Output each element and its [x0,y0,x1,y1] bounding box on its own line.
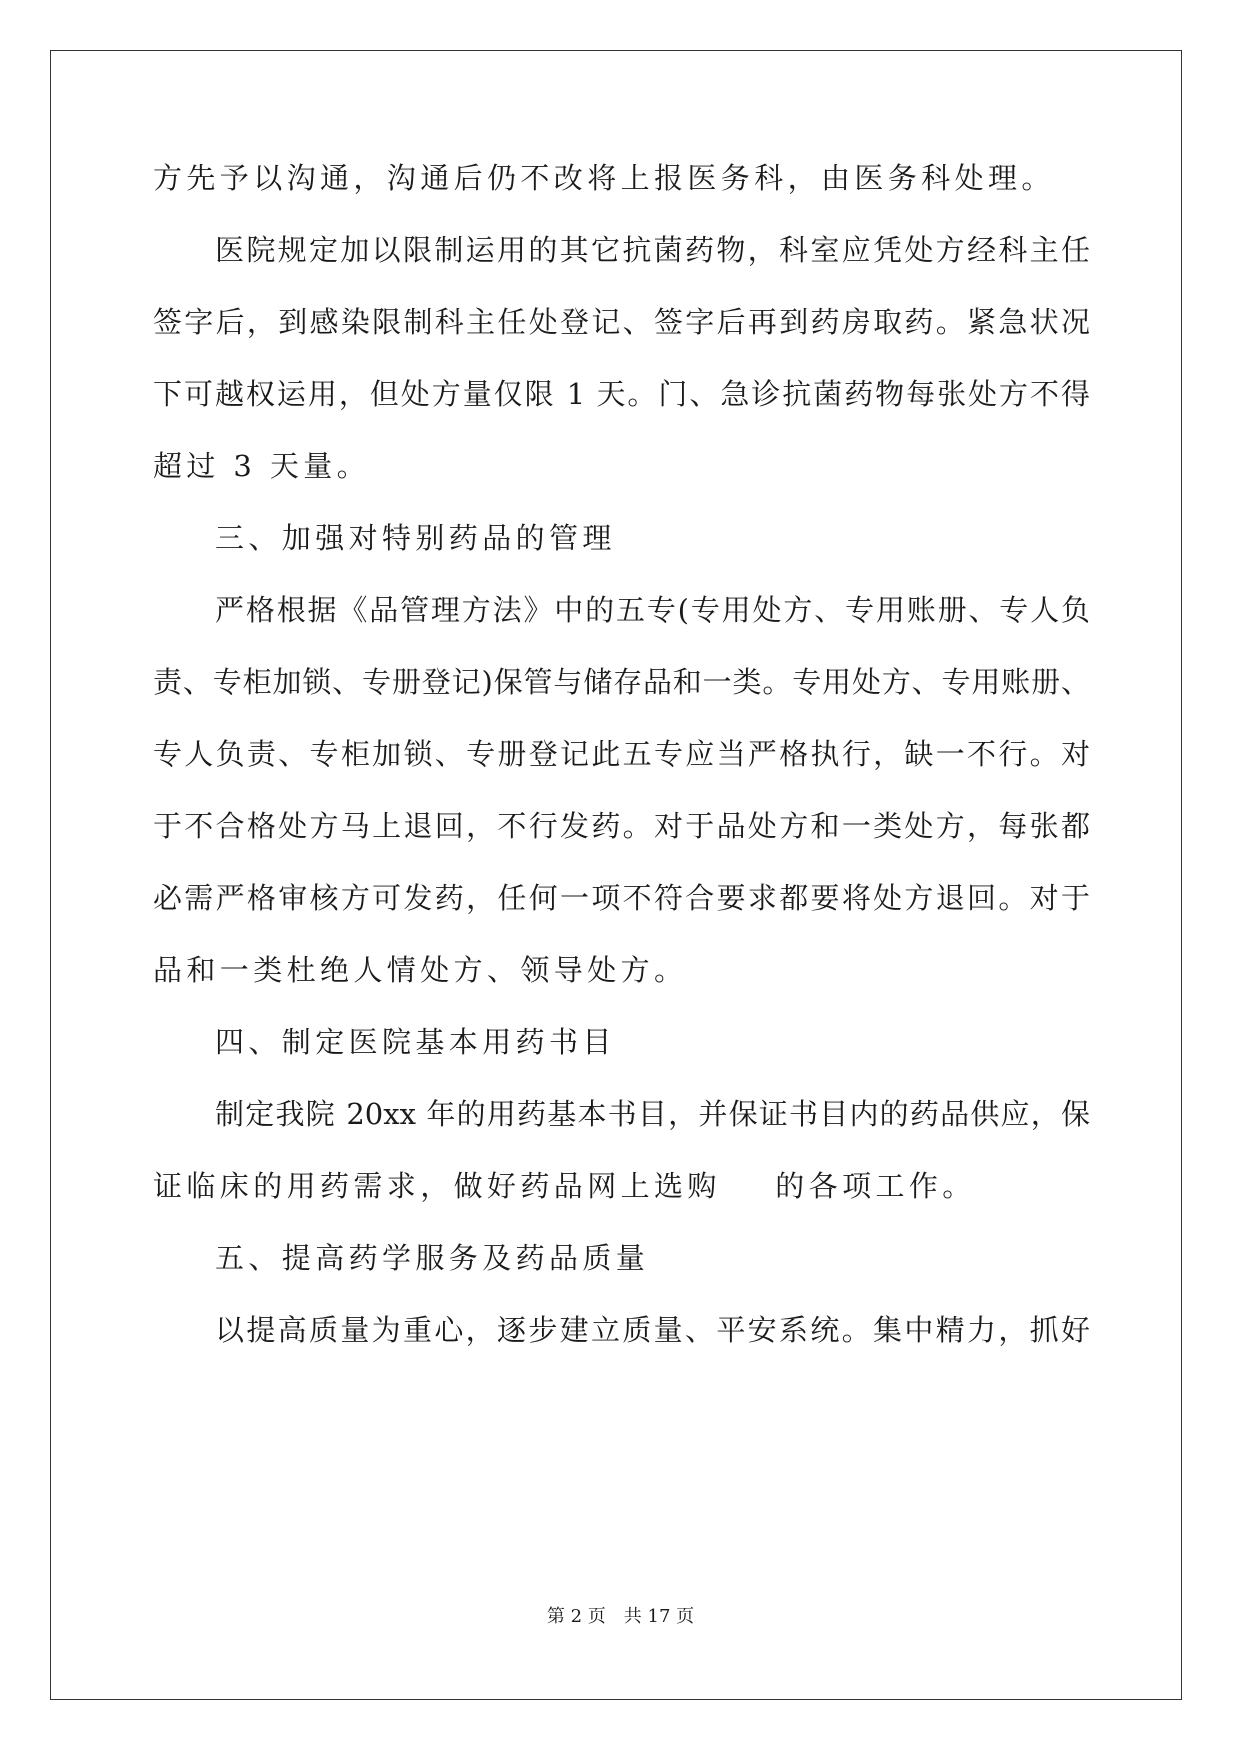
text-line: 超过 3 天量。 [153,449,371,483]
page-footer: 第 2 页 共 17 页 [546,1606,695,1627]
text-line: 以提高质量为重心，逐步建立质量、平安系统。集中精力，抓好 [215,1313,1090,1347]
text-line: 于不合格处方马上退回，不行发药。对于品处方和一类处方，每张都 [153,809,1090,843]
text-line: 证临床的用药需求，做好药品网上选购 的各项工作。 [153,1169,976,1203]
text-line: 方先予以沟通，沟通后仍不改将上报医务科，由医务科处理。 [153,161,1055,195]
text-line: 签字后，到感染限制科主任处登记、签字后再到药房取药。紧急状况 [153,305,1090,339]
text-line: 必需严格审核方可发药，任何一项不符合要求都要将处方退回。对于 [153,881,1090,915]
text-line: 制定我院 20xx 年的用药基本书目，并保证书目内的药品供应，保 [215,1097,1090,1131]
text-line: 严格根据《品管理方法》中的五专(专用处方、专用账册、专人负 [215,593,1090,627]
section-heading: 五、提高药学服务及药品质量 [215,1241,650,1275]
section-heading: 三、加强对特别药品的管理 [215,521,616,555]
page-border [50,50,1182,1700]
text-line: 医院规定加以限制运用的其它抗菌药物，科室应凭处方经科主任 [215,233,1090,267]
text-line: 品和一类杜绝人情处方、领导处方。 [153,953,688,987]
text-line: 专人负责、专柜加锁、专册登记此五专应当严格执行，缺一不行。对 [153,737,1090,771]
section-heading: 四、制定医院基本用药书目 [215,1025,616,1059]
text-line: 责、专柜加锁、专册登记)保管与储存品和一类。专用处方、专用账册、 [153,665,1090,699]
text-line: 下可越权运用，但处方量仅限 1 天。门、急诊抗菌药物每张处方不得 [153,377,1090,411]
